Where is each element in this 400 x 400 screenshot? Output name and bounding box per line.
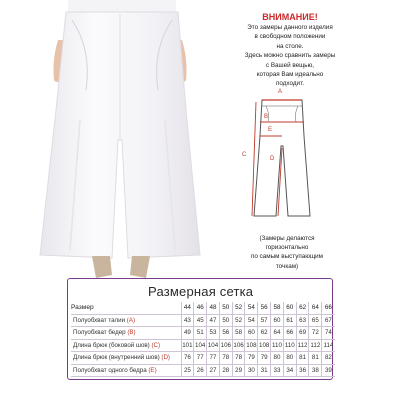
table-cell: 54 [245,314,258,327]
size-header-label: Размер [71,302,181,314]
table-cell: 60 [245,327,258,340]
table-cell: 47 [207,314,220,327]
table-cell: 77 [207,352,220,365]
size-header-cell: 60 [283,302,296,314]
measurement-note [222,12,358,89]
measurement-label [71,314,181,327]
table-row [71,314,335,327]
table-cell: 79 [245,352,258,365]
size-grid-title: Размерная сетка [148,284,254,299]
table-cell: 27 [207,364,220,377]
table-cell: 25 [181,364,194,377]
table-cell: 50 [219,314,232,327]
table-cell: 38 [309,364,322,377]
size-header-cell: 46 [194,302,207,314]
size-header-cell: 54 [245,302,258,314]
instruction-line: горизонтально [265,244,309,252]
table-cell: 112 [296,339,309,352]
table-cell: 81 [296,352,309,365]
note-line: на столе. [276,42,304,50]
measurement-label [71,327,181,340]
table-cell: 51 [194,327,207,340]
table-cell: 61 [283,314,296,327]
table-cell: 45 [194,314,207,327]
table-cell: 56 [219,327,232,340]
table-cell: 106 [232,339,245,352]
table-cell: 101 [181,339,194,352]
instruction-line: точкам) [275,262,299,270]
table-cell: 110 [283,339,296,352]
note-line: Это замеры данного изделия [247,24,333,31]
table-cell: 67 [322,314,335,327]
table-cell: 30 [245,364,258,377]
size-header-cell: 50 [219,302,232,314]
diagram-label-e: E [268,127,273,133]
table-cell: 33 [271,364,284,377]
measurement-code: (E) [148,366,157,374]
table-cell: 43 [181,314,194,327]
measurement-code: (B) [127,329,136,337]
size-header-cell: 56 [258,302,271,314]
measurement-code: (D) [161,354,170,362]
table-cell: 57 [258,314,271,327]
table-cell: 29 [232,364,245,377]
instruction-line: (Замеры делаются [259,235,315,242]
size-header-cell: 58 [271,302,284,314]
table-cell: 104 [194,339,207,352]
table-cell: 66 [283,327,296,340]
note-line: с Вашей вещью, [265,61,315,69]
table-cell: 58 [232,327,245,340]
measure-instructions [240,234,334,271]
table-cell: 74 [322,327,335,340]
table-cell: 64 [271,327,284,340]
size-header-cell: 64 [309,302,322,314]
table-cell: 31 [258,364,271,377]
table-cell: 114 [322,339,335,352]
table-cell: 78 [232,352,245,365]
instruction-line: по самым выступающим [250,253,324,261]
size-header-cell: 66 [322,302,335,314]
note-line: в свободном положении [254,33,326,41]
measurement-name: Полуобхват одного бедра [73,366,149,374]
table-row [71,327,335,340]
measurement-label [71,364,181,377]
table-cell: 62 [258,327,271,340]
table-cell: 65 [309,314,322,327]
measurement-code: (C) [151,341,161,349]
diagram-label-a: A [278,89,283,95]
measurement-name: Длина брюк (внутренний шов) [73,354,162,362]
trousers-image [0,0,230,280]
table-cell: 104 [207,339,220,352]
table-cell: 78 [219,352,232,365]
measurement-diagram [242,89,318,220]
table-cell: 69 [296,327,309,340]
table-cell: 106 [219,339,232,352]
table-cell: 49 [181,327,194,340]
note-line: подходит. [275,80,305,88]
table-row [71,352,335,365]
note-line: Здесь можно сравнить замеры [244,52,336,60]
table-cell: 26 [194,364,207,377]
size-header-cell: 52 [232,302,245,314]
table-cell: 110 [271,339,284,352]
diagram-label-d: D [270,156,275,162]
table-cell: 108 [245,339,258,352]
table-cell: 34 [283,364,296,377]
table-row [71,339,335,352]
table-cell: 52 [232,314,245,327]
table-cell: 112 [309,339,322,352]
table-cell: 81 [309,352,322,365]
table-cell: 80 [283,352,296,365]
trousers-outline-icon [248,96,318,220]
table-cell: 53 [207,327,220,340]
measurement-name: Длина брюк (боковой шов) [73,341,152,349]
size-header-cell: 62 [296,302,309,314]
warning-title: ВНИМАНИЕ! [262,12,318,22]
measurement-label [71,352,181,365]
table-cell: 39 [322,364,335,377]
table-row [71,364,335,377]
table-cell: 82 [322,352,335,365]
table-cell: 63 [296,314,309,327]
table-cell: 108 [258,339,271,352]
table-cell: 76 [181,352,194,365]
diagram-label-c: C [242,152,247,158]
product-photo [0,0,230,280]
measurement-label [71,339,181,352]
size-header-cell: 48 [207,302,220,314]
diagram-label-b: B [264,114,269,120]
size-header-row [71,302,335,314]
table-cell: 28 [219,364,232,377]
measurement-code: (A) [126,316,136,324]
note-line: которая Вам идеально [256,71,324,79]
table-cell: 60 [271,314,284,327]
table-cell: 80 [271,352,284,365]
table-cell: 77 [194,352,207,365]
table-cell: 36 [296,364,309,377]
table-cell: 79 [258,352,271,365]
table-cell: 72 [309,327,322,340]
size-header-cell: 44 [181,302,194,314]
measurement-name: Полуобхват талии [73,316,127,324]
size-table [71,302,335,377]
measurement-name: Полуобхват бедер [73,329,128,337]
